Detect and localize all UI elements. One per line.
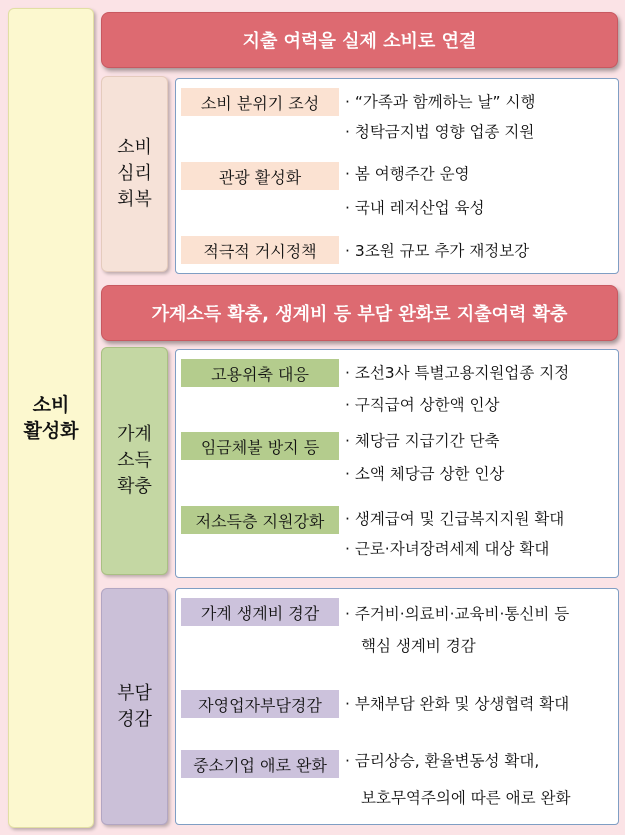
list-item-continuation: 핵심 생계비 경감 bbox=[361, 637, 476, 655]
category-burden bbox=[101, 588, 168, 825]
list-item: · “가족과 함께하는 날” 시행 bbox=[345, 93, 536, 111]
category-sentiment bbox=[101, 76, 168, 272]
left-column-label bbox=[8, 8, 94, 828]
list-item: · 조선3사 특별고용지원업종 지정 bbox=[345, 364, 570, 382]
banner-income bbox=[101, 285, 618, 341]
list-item: · 금리상승, 환율변동성 확대, bbox=[345, 752, 540, 770]
tag-sme: 중소기업 애로 완화 bbox=[181, 750, 339, 778]
list-item: · 국내 레저산업 육성 bbox=[345, 199, 485, 217]
list-item: · 청탁금지법 영향 업종 지원 bbox=[345, 123, 535, 141]
category-line: 심리 bbox=[117, 163, 152, 184]
list-item: · 체당금 지급기간 단축 bbox=[345, 432, 500, 450]
tag-tourism: 관광 활성화 bbox=[181, 162, 339, 190]
list-item: · 부채부담 완화 및 상생협력 확대 bbox=[345, 695, 570, 713]
tag-low-income: 저소득층 지원강화 bbox=[181, 506, 339, 534]
category-line: 경감 bbox=[117, 708, 152, 730]
tag-living-cost: 가계 생계비 경감 bbox=[181, 598, 339, 626]
tag-consumption-mood: 소비 분위기 조성 bbox=[181, 88, 339, 116]
list-item: · 생계급여 및 긴급복지지원 확대 bbox=[345, 510, 565, 528]
category-line: 소득 bbox=[117, 450, 152, 471]
category-line: 가계 bbox=[117, 424, 152, 445]
tag-macro-policy: 적극적 거시정책 bbox=[181, 236, 339, 264]
banner-text: 가계소득 확충, 생계비 등 부담 완화로 지출여력 확충 bbox=[151, 304, 568, 325]
category-line: 부담 bbox=[117, 682, 152, 704]
left-label-line: 소비 bbox=[32, 394, 70, 416]
list-item: · 주거비·의료비·교육비·통신비 등 bbox=[345, 605, 570, 623]
list-item: · 구직급여 상한액 인상 bbox=[345, 396, 500, 414]
category-line: 회복 bbox=[117, 189, 152, 210]
left-label-line: 활성화 bbox=[23, 420, 79, 442]
list-item: · 3조원 규모 추가 재정보강 bbox=[345, 242, 530, 260]
banner-text: 지출 여력을 실제 소비로 연결 bbox=[242, 31, 477, 52]
tag-wage-arrears: 임금체불 방지 등 bbox=[181, 432, 339, 460]
list-item: · 근로·자녀장려세제 대상 확대 bbox=[345, 540, 550, 558]
list-item-continuation: 보호무역주의에 따른 애로 완화 bbox=[361, 789, 571, 807]
category-line: 확충 bbox=[117, 476, 152, 497]
list-item: · 소액 체당금 상한 인상 bbox=[345, 465, 505, 483]
tag-employment: 고용위축 대응 bbox=[181, 359, 339, 387]
category-income bbox=[101, 347, 168, 575]
banner-consumption bbox=[101, 12, 618, 68]
category-line: 소비 bbox=[117, 137, 152, 158]
list-item: · 봄 여행주간 운영 bbox=[345, 165, 470, 183]
tag-self-employed: 자영업자부담경감 bbox=[181, 690, 339, 718]
